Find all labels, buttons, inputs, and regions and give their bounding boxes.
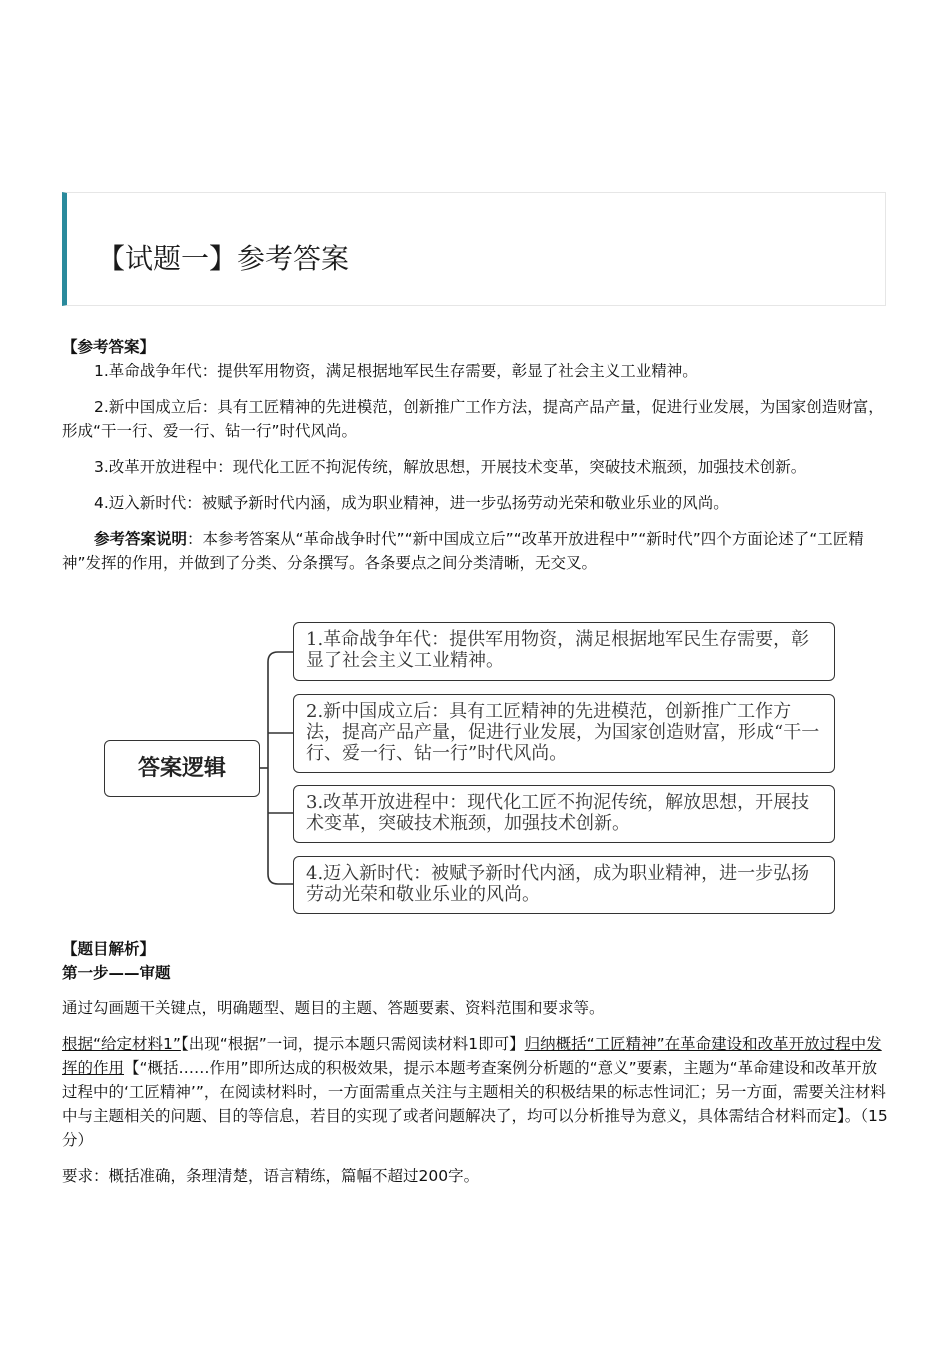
title-box bbox=[62, 192, 886, 306]
answer-item-3: 3.改革开放进程中：现代化工匠不拘泥传统，解放思想，开展技术变革，突破技术瓶颈，加强技术创新。 bbox=[94, 458, 807, 476]
page-title: 【试题一】参考答案 bbox=[97, 242, 350, 275]
analysis-intro: 通过勾画题干关键点，明确题型、题目的主题、答题要素、资料范围和要求等。 bbox=[62, 999, 605, 1017]
analysis-step: 第一步——审题 bbox=[62, 964, 171, 982]
question-text bbox=[62, 1032, 888, 1152]
analysis-heading: 【题目解析】 bbox=[62, 940, 156, 958]
mindmap-branch-4: 4.迈入新时代：被赋予新时代内涵，成为职业精神，进一步弘扬劳动光荣和敬业乐业的风尚。 bbox=[293, 856, 835, 914]
requirement: 要求：概括准确，条理清楚，语言精练，篇幅不超过200字。 bbox=[62, 1167, 480, 1185]
question-underline-1: 根据“给定材料1” bbox=[62, 1035, 181, 1053]
question-bracket-1: 【出现“根据”一词，提示本题只需阅读材料1即可】 bbox=[180, 1035, 525, 1053]
answer-note-text: ：本参考答案从“革命战争时代”“新中国成立后”“改革开放进程中”“新时代”四个方面论述了“工匠精神”发挥的作用，并做到了分类、分条撰写。各条要点之间分类清晰，无交叉。 bbox=[62, 530, 864, 572]
answer-note-label: 参考答案说明 bbox=[94, 530, 188, 548]
answer-item-1: 1.革命战争年代：提供军用物资，满足根据地军民生存需要，彰显了社会主义工业精神。 bbox=[94, 362, 698, 380]
question-bracket-2: 【“概括……作用”即所达成的积极效果，提示本题考查案例分析题的“意义”要素，主题为“革命建设和改革开放过程中的‘工匠精神’”，在阅读材料时，一方面需重点关注与主题相关的积极结果的标志性词汇；另一方面，需要关注材料中与主题相关的问题、目的等信息，若目的实现了或者问题解决了，均可以分析推导为意义，具体需结合材料而定】。（15分） bbox=[62, 1059, 888, 1149]
mindmap-branch-1: 1.革命战争年代：提供军用物资，满足根据地军民生存需要，彰显了社会主义工业精神。 bbox=[293, 622, 835, 681]
answer-item-2: 2.新中国成立后：具有工匠精神的先进模范，创新推广工作方法，提高产品产量，促进行业发展，为国家创造财富，形成“干一行、爱一行、钻一行”时代风尚。 bbox=[62, 398, 884, 440]
mindmap-root: 答案逻辑 bbox=[104, 740, 260, 797]
question-underline-2: 归纳概括“工匠精神”在革命建设和改革开放过程中发挥的作用 bbox=[62, 1035, 882, 1077]
answer-item-4: 4.迈入新时代：被赋予新时代内涵，成为职业精神，进一步弘扬劳动光荣和敬业乐业的风尚。 bbox=[94, 494, 729, 512]
mindmap-branch-2: 2.新中国成立后：具有工匠精神的先进模范，创新推广工作方法，提高产品产量，促进行业发展，为国家创造财富，形成“干一行、爱一行、钻一行”时代风尚。 bbox=[293, 694, 835, 773]
mindmap-branch-3: 3.改革开放进程中：现代化工匠不拘泥传统，解放思想，开展技术变革，突破技术瓶颈，加强技术创新。 bbox=[293, 785, 835, 843]
answer-note bbox=[62, 527, 888, 575]
connector-trunk bbox=[268, 652, 293, 884]
answer-heading: 【参考答案】 bbox=[62, 338, 156, 356]
